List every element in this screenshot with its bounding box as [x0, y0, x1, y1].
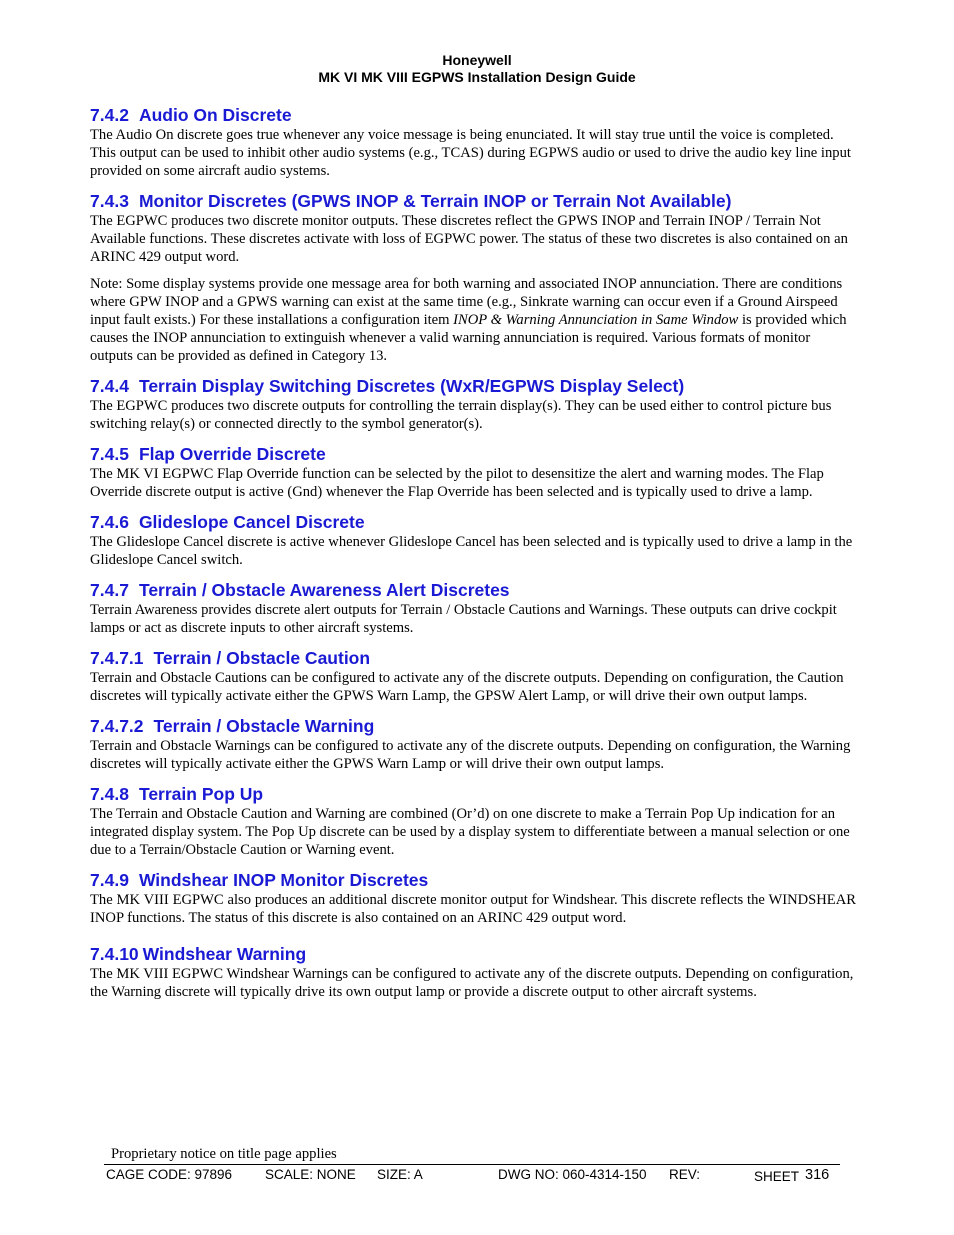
section-title: Audio On Discrete [138, 105, 292, 125]
section-paragraph: Terrain Awareness provides discrete alert outputs for Terrain / Obstacle Cautions and Warnings. These outputs can drive cockpit lamps or act as discrete inputs to other aircraft systems. [90, 602, 837, 636]
section-title: Monitor Discretes (GPWS INOP & Terrain INOP or Terrain Not Available) [138, 191, 732, 211]
section-number: 7.4.2 [90, 105, 129, 125]
section-title: Windshear INOP Monitor Discretes [138, 870, 429, 890]
section-title: Flap Override Discrete [138, 444, 326, 464]
scale: SCALE: NONE [265, 1167, 356, 1182]
section-title: Terrain / Obstacle Caution [153, 648, 371, 668]
header-company: Honeywell [442, 52, 512, 68]
section-7-4-2 [90, 104, 856, 180]
section-heading [90, 783, 856, 805]
section-7-4-7-1 [90, 647, 856, 705]
section-number: 7.4.7 [90, 580, 129, 600]
section-paragraph: The EGPWC produces two discrete outputs for controlling the terrain display(s). They can be used either to control picture bus switching relay(s) or connected directly to the symbol generator(s). [90, 398, 832, 432]
section-heading [90, 375, 856, 397]
sheet-number: 316 [805, 1167, 830, 1183]
section-title: Terrain Display Switching Discretes (WxR/EGPWS Display Select) [138, 376, 685, 396]
section-number: 7.4.9 [90, 870, 129, 890]
section-7-4-7 [90, 579, 856, 637]
section-number: 7.4.7.1 [90, 648, 144, 668]
section-7-4-8 [90, 783, 856, 859]
section-7-4-6 [90, 511, 856, 569]
section-title: Glideslope Cancel Discrete [138, 512, 365, 532]
sheet-label: SHEET [754, 1169, 800, 1184]
section-paragraph: The Glideslope Cancel discrete is active whenever Glideslope Cancel has been selected and is typically used to drive a lamp in the Glideslope Cancel switch. [90, 534, 853, 568]
section-number: 7.4.10 [90, 944, 139, 964]
section-heading [90, 869, 856, 891]
section-title: Terrain / Obstacle Awareness Alert Discretes [138, 580, 510, 600]
section-7-4-5 [90, 443, 856, 501]
section-heading [90, 104, 856, 126]
size: SIZE: A [377, 1167, 423, 1182]
section-heading [90, 943, 856, 965]
section-number: 7.4.5 [90, 444, 129, 464]
note-text-start: Note: Some display systems provide one message area for both warning and associated INOP annunciation. There are conditions where GPW INOP and a GPWS warning can exist at the same time (e.g., Sinkrate warning can occur even if a Ground Airspeed input fault exists.) For these installations a configuration item [90, 276, 843, 328]
revision: REV: [669, 1167, 701, 1182]
section-7-4-4 [90, 375, 856, 433]
section-number: 7.4.6 [90, 512, 129, 532]
section-paragraph: The EGPWC produces two discrete monitor outputs. These discretes reflect the GPWS INOP and Terrain INOP / Terrain Not Available functions. These discretes activate with loss of EGPWC power. The status of these two discretes is also contained on an ARINC 429 output word. [90, 213, 848, 265]
note-text-end: is provided which causes the INOP annunciation to extinguish whenever a valid warning annunciation is required. Various formats of monitor outputs can be provided as defined in Category 13. [90, 312, 847, 364]
section-7-4-10 [90, 943, 856, 1001]
section-heading [90, 647, 856, 669]
section-7-4-7-2 [90, 715, 856, 773]
section-heading [90, 511, 856, 533]
drawing-number: DWG NO: 060-4314-150 [498, 1167, 647, 1182]
section-paragraph: The MK VI EGPWC Flap Override function can be selected by the pilot to desensitize the alert and warning modes. The Flap Override discrete output is active (Gnd) whenever the Flap Override has been selected and is typically used to drive a lamp. [90, 466, 824, 500]
document-body [90, 104, 856, 1011]
section-number: 7.4.3 [90, 191, 129, 211]
section-7-4-9 [90, 869, 856, 927]
proprietary-notice: Proprietary notice on title page applies [111, 1146, 337, 1162]
config-item-name: INOP & Warning Annunciation in Same Window [453, 312, 739, 328]
cage-code: CAGE CODE: 97896 [106, 1167, 233, 1182]
section-heading [90, 190, 856, 212]
section-paragraph: The MK VIII EGPWC also produces an additional discrete monitor output for Windshear. This discrete reflects the WINDSHEAR INOP functions. The status of this discrete is also contained on an ARINC 429 output word. [90, 892, 856, 926]
footer-divider [104, 1164, 840, 1165]
header-doc-title: MK VI MK VIII EGPWS Installation Design Guide [318, 69, 636, 85]
section-paragraph: The Audio On discrete goes true whenever any voice message is being enunciated. It will stay true until the voice is completed. This output can be used to inhibit other audio systems (e.g., TCAS) during EGPWS audio or used to drive the audio key line input provided on some aircraft audio systems. [90, 127, 851, 179]
section-paragraph: Terrain and Obstacle Warnings can be configured to activate any of the discrete outputs. Depending on configuration, the Warning discretes will typically activate either the GPWS Warn Lamp or will drive their own output lamps. [90, 738, 851, 772]
section-number: 7.4.7.2 [90, 716, 144, 736]
section-title: Terrain / Obstacle Warning [153, 716, 375, 736]
section-heading [90, 443, 856, 465]
section-paragraph: Terrain and Obstacle Cautions can be configured to activate any of the discrete outputs. Depending on configuration, the Caution discretes will typically activate either the GPWS Warn Lamp, the GPSW Alert Lamp, or will drive their own output lamps. [90, 670, 844, 704]
section-heading [90, 579, 856, 601]
section-title: Windshear Warning [142, 944, 307, 964]
section-title: Terrain Pop Up [138, 784, 264, 804]
section-7-4-3 [90, 190, 856, 365]
section-paragraph: The MK VIII EGPWC Windshear Warnings can be configured to activate any of the discrete outputs. Depending on configuration, the Warning discrete will typically drive its own output lamp or provide a discrete output to other aircraft systems. [90, 966, 854, 1000]
section-number: 7.4.4 [90, 376, 129, 396]
section-number: 7.4.8 [90, 784, 129, 804]
section-paragraph: The Terrain and Obstacle Caution and Warning are combined (Or’d) on one discrete to make a Terrain Pop Up indication for an integrated display system. The Pop Up discrete can be used by a display system to differentiate between a manual selection or one due to a Terrain/Obstacle Caution or Warning event. [90, 806, 850, 858]
note-paragraph [90, 275, 856, 365]
section-heading [90, 715, 856, 737]
